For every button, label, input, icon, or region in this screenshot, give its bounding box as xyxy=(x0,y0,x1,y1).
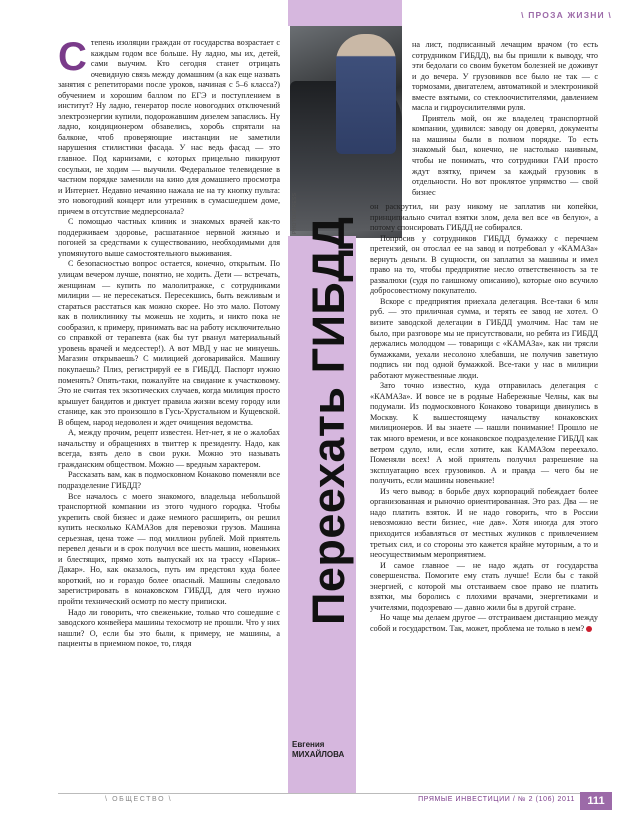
paragraph: тепень изоляции граждан от государства возрастает с каждым годом все больше. Ну ладно, мы их, детей, сами выучим. Кто сегодня станет отрицать очевидную связь между домашним (а как еще назвать занятия с репетиторами после уроков, начиная с 5–6 класса?) обучением и хорошим баллом по ЕГЭ и поступлением в институт? Ну ладно, генератор после новогодних отключений электроэнергии купили, подорожавшим дизелем запаслись. Ну ладно, кондиционером обзавелись, хоробь спрятали на балконе, чтоб проверяющие инстанции не заметили нарушения стилистики фасада. У нас ведь фасад — это главное. Под карнизами, с которых прицельно пикируют сосульки, не ходим — выучили. Федеральное телевидение в частном порядке заменили на кино для домашнего просмотра и Интернет. Недавно нечаянно нажала не на ту кнопку пульта: это новогодний концерт или утренник в сумасшедшем доме, причем в отсутствие медперсонала? xyxy=(58,38,280,216)
paragraph: Вскоре с предприятия приехала делегация. Все-таки 6 млн руб. — это приличная сумма, и терять ее завод не хотел. О визите заводской делегации в ГИБДД умолчим. Нас там не было, при разговоре мы не присутствовали, но ребята из ГИБДД держались молодцом — товарищи с «КАМАЗа», как ни трясли бумажками, уехали несолоно хлебавши, не получив заветную подпись ни под одной бумажкой. Все-таки у нас в милиции работают мужественные люди. xyxy=(370,296,598,380)
section-header xyxy=(496,8,612,22)
paragraph-last: Но чаще мы делаем другое — отстраиваем дистанцию между собой и государством. Так, может, проблема не только в нем? xyxy=(370,613,598,633)
paragraph: Зато точно известно, куда отправилась делегация с «КАМАЗа». И вовсе не в родные Набережные Челны, как вы подумали. Из подмосковного Конаково товарищи двинулись в Москву. К вышестоящему начальству конаковских милиционеров. И вы знаете — нашли понимание! Прошло не так много времени, и все конаковское подразделение ГИБДД как ветром сдуло, или, если хотите, как КАМАЗом переехало. Поменяли всех! А мой приятель получил разрешение на эксплуатацию всех грузовиков. А и правда — чего бы не получить, если машины новенькие! xyxy=(370,381,598,486)
paragraph: Все началось с моего знакомого, владельца небольшой транспортной компании из этого чудного городка. Чтобы укрепить свой бизнес и даже немного расширить, он решил купить несколько КАМАЗов для перевозки грузов. Машина серьезная, цена тоже — под миллион рублей. Мой приятель перевел деньги и в срок получил все шесть машин, новеньких и блестящих, прямо хоть выпускай их на трассу «Париж–Дакар». Но, как оказалось, путь им предстоял куда более короткий, но и гораздо более опасный. Машины следовало зарегистрировать в конаковском ГИБДД, для чего нужно пройти технический осмотр по месту приписки. xyxy=(58,491,280,606)
photo-officer xyxy=(336,34,396,154)
author-last-name: МИХАЙЛОВА xyxy=(292,750,345,759)
paragraph: он раскрутил, ни разу никому не заплатив ни копейки, принципиально считал взятки злом, дела вел все «в белую», а потому спонсировать ГИБДД не собирался. xyxy=(370,202,598,233)
column-left xyxy=(58,38,280,776)
end-mark-icon xyxy=(586,626,592,632)
footer-magazine: ПРЯМЫЕ ИНВЕСТИЦИИ / № 2 (106) 2011 xyxy=(418,796,575,803)
paragraph: Рассказать вам, как в подмосковном Конаково поменяли все подразделение ГИБДД? xyxy=(58,470,280,490)
section-header-label: \ ПРОЗА ЖИЗНИ \ xyxy=(521,10,612,20)
author-byline xyxy=(292,740,372,760)
photo-credit: PHOTOXPRESS xyxy=(292,192,298,234)
column-right-top xyxy=(412,40,598,202)
page-number: 111 xyxy=(580,792,612,810)
paragraph: С помощью частных клиник и знакомых врачей как-то поддерживаем здоровье, расшатанное нервной жизнью и погоней за средствами к существованию, необходимыми для упомянутого выше самостоятельного выживания. xyxy=(58,217,280,258)
paragraph: на лист, подписанный лечащим врачом (то есть сотрудником ГИБДД), вы бы пришли к выводу, что эти бедолаги со своим букетом болезней не доживут и до вечера. У грузовиков все было не так — с тормозами, двигателем, автоматикой и электроникой вместе взятыми, со стеклоочистителями, давлением масла и гидроусилителями руля. xyxy=(412,40,598,113)
paragraph: Из чего вывод: в борьбе двух корпораций побеждает более организованная и рыночно ориентированная. Это раз. Два — не надо платить взяток. И не надо говорить, что в России невозможно вести бизнес, «не дав». Хотя иногда для этого приходится избавляться от местных жуликов с привлечением третьих сил, и со стороны это кажется крайне муторным, а то и неосуществимым мероприятием. xyxy=(370,486,598,560)
paragraph: И самое главное — не надо ждать от государства совершенства. Помогите ему стать лучше! Если бы с такой энергией, с которой мы отстаиваем свое право не платить взятки, мы боролись с плохими врачами, энергетиками и учителями, подозреваю — давно жили бы в другой стране. xyxy=(370,560,598,612)
paragraph: Надо ли говорить, что свеженькие, только что сошедшие с заводского конвейера машины техосмотр не прошли. Что у них нашли? О, если бы это были, к примеру, не машины, а пациенты в приемном покое, то, глядя xyxy=(58,607,280,649)
footer-section: \ ОБЩЕСТВО \ xyxy=(105,796,173,803)
lilac-header-band xyxy=(288,0,402,26)
paragraph: С безопасностью вопрос остается, конечно, открытым. По улицам вечером лучше, понятно, не ходить. Дети — встречать, женщинам — купить по малолитражке, с сотрудниками милиции — не пересекаться. Пересекшись, быть вежливым и стараться расстаться как можно скорее. Но это мало. Потому как в поликлинику ты можешь не ходить, и никто пока не сообразил, к примеру, принимать вас на работу исключительно со справкой от терапевта (как бы тут рванул материальный уровень врачей и медсестер!). А вот МВД у нас не минуешь. Магазин открываешь? С милицией договаривайся. Машину покупаешь? Плиз, регистрируй ее в ГИБДД. Паспорт нужно поменять? Опять-таки, пожалуйте на свидание к участковому. Это не считая тех экзотических случаев, когда милиция просто крышует бандитов и диктует правила жизни всему городу или станице, как это произошло в Гусь-Хрустальном и Кущевской. В общем, народ недоволен и ждет очищения ведомства. xyxy=(58,259,280,427)
drop-cap: С xyxy=(58,38,87,79)
paragraph: Попросив у сотрудников ГИБДД бумажку с перечнем претензий, он отослал ее на завод и потребовал у «КАМАЗа» вернуть деньги. В сущности, он заплатил за машины и имел право на то, чтобы предприятие несло ответственность за те развалюхи (судя по гаишному описанию), которые оно всучило добросовестному покупателю. xyxy=(370,233,598,296)
column-right xyxy=(370,202,598,778)
paragraph: Приятель мой, он же владелец транспортной компании, удивился: заводу он доверял, документы на машины были в полном порядке. То есть знакомый был, конечно, не настолько наивным, чтобы не понимать, что сотрудники ГАИ просто ждут взятку, причем за каждый грузовик в отдельности. Но вот проклятое упрямство — свой бизнес xyxy=(412,113,598,197)
paragraph: А, между прочим, рецепт известен. Нет-нет, я не о жалобах начальству и обращениях в твиттер к президенту. Надо, как всегда, взять дело в свои руки. Можно это называть гражданским обществом. Можно — вредным характером. xyxy=(58,428,280,469)
footer-rule xyxy=(58,793,612,794)
page-footer xyxy=(0,784,630,814)
author-first-name: Евгения xyxy=(292,740,325,749)
